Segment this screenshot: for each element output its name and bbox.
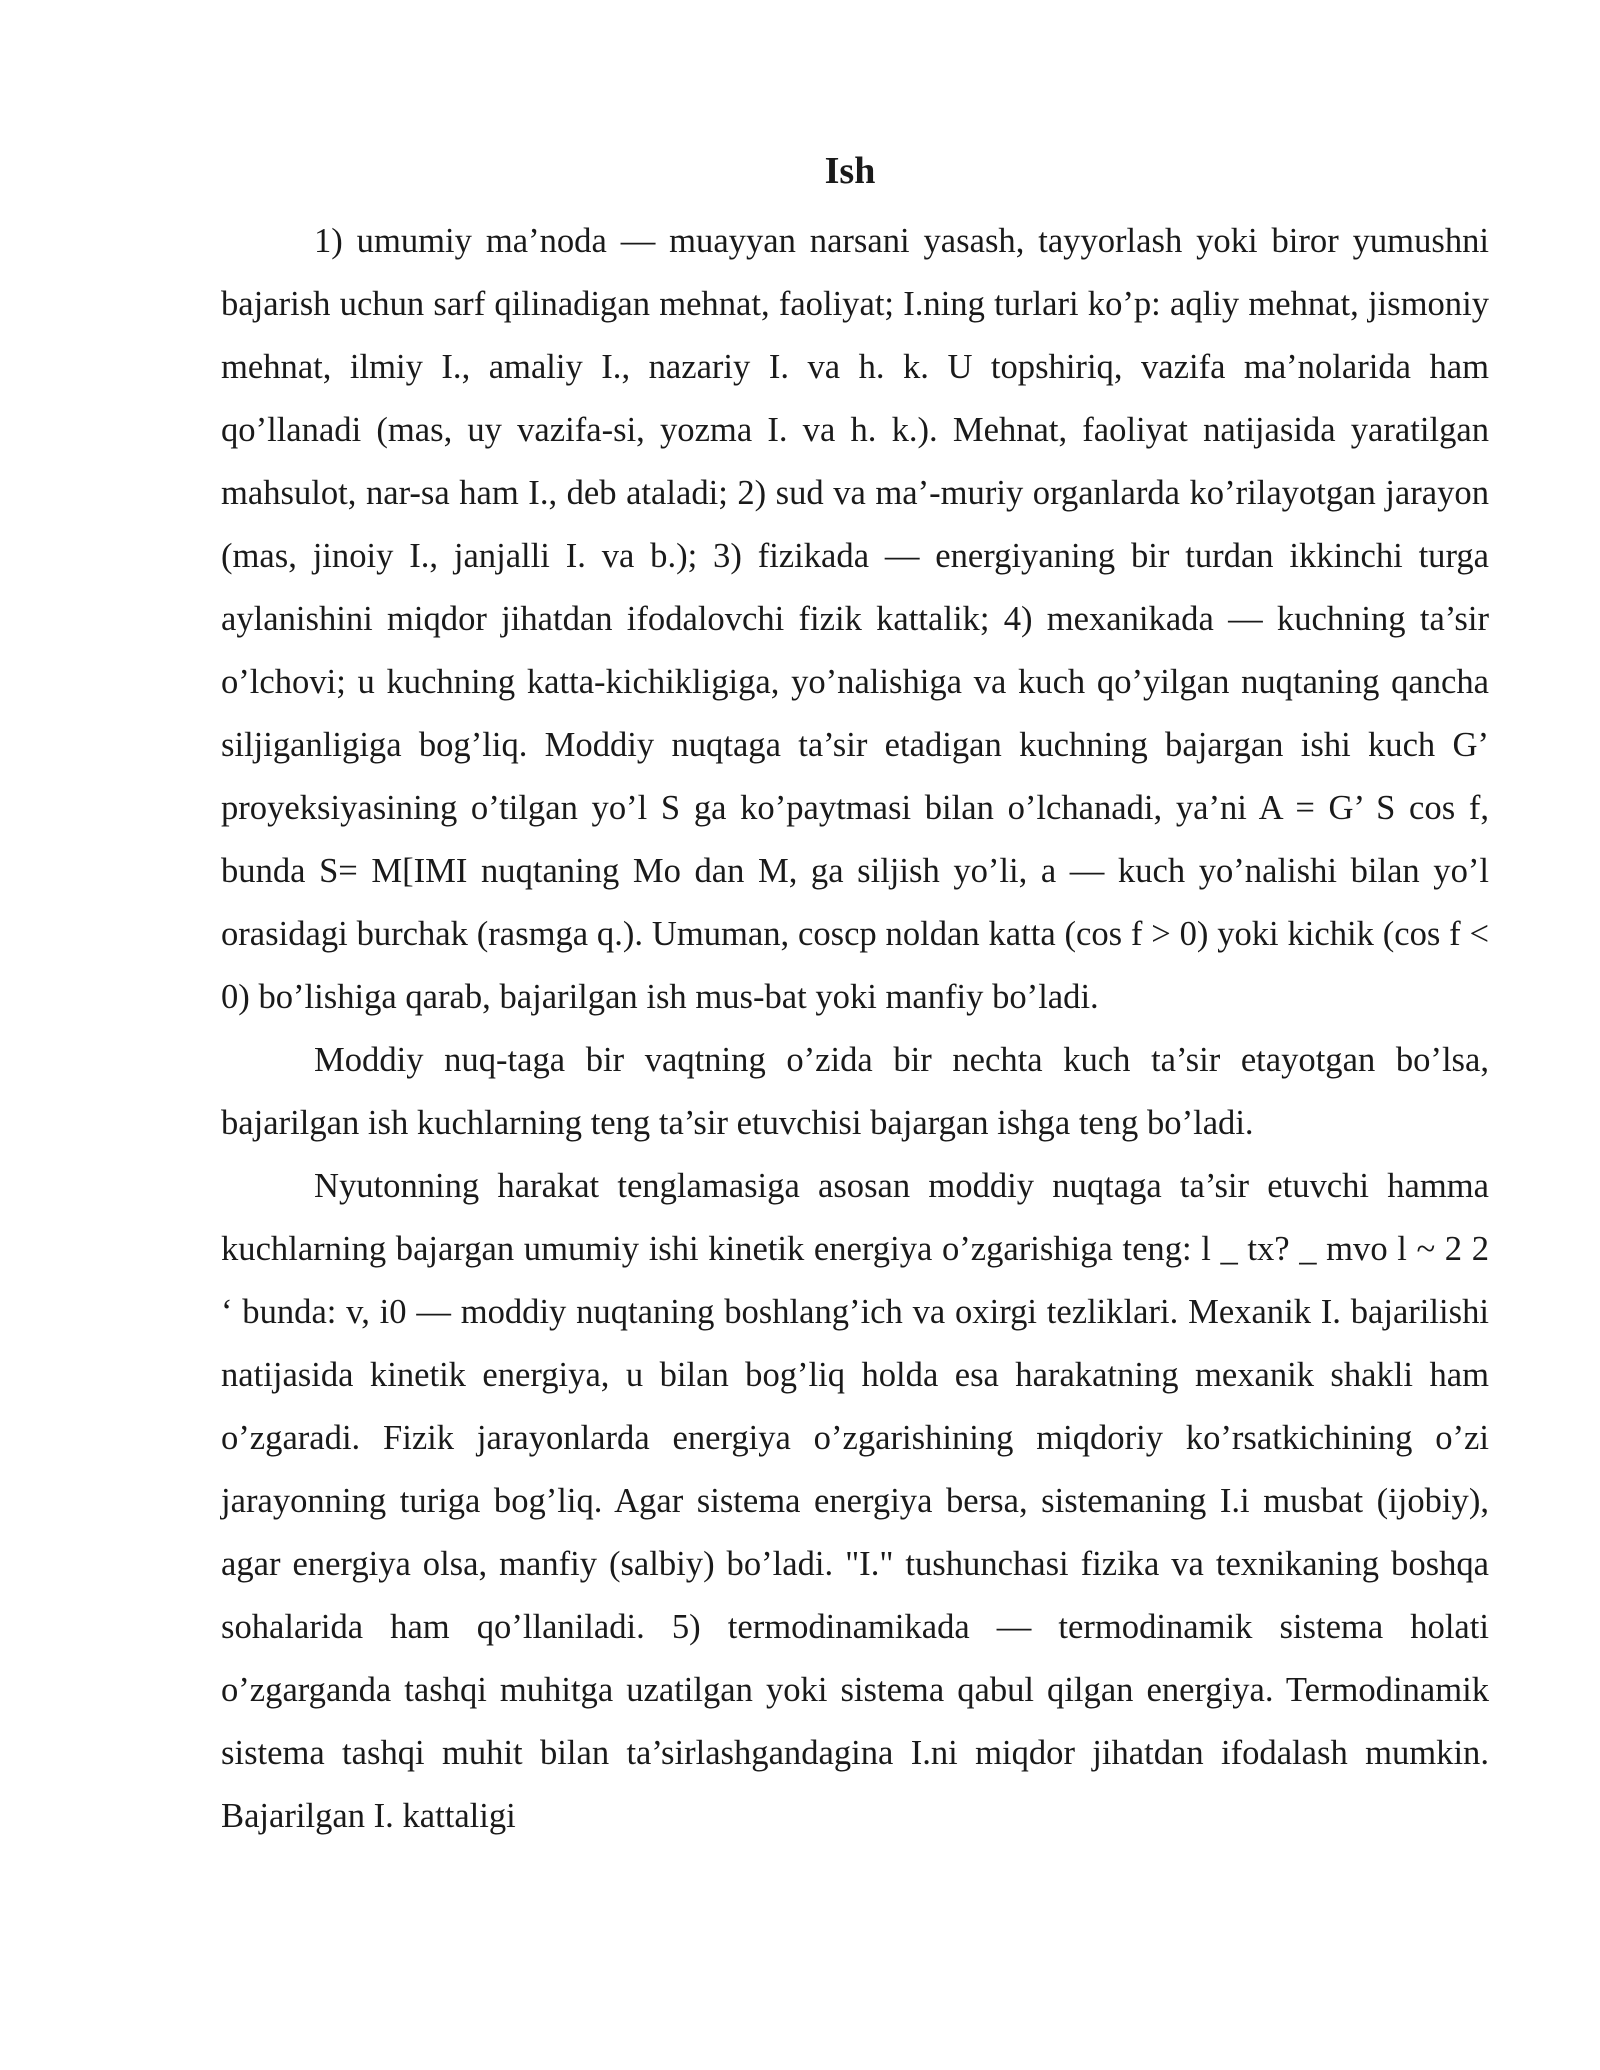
- paragraph-newton-kinetic-energy: Nyutonning harakat tenglamasiga asosan moddiy nuqtaga ta’sir etuvchi hamma kuchlarning bajargan umumiy ishi kinetik energiya o’zgarishiga teng: l _ tx? _ mvo l ~ 2 2 ‘ bunda: v, i0 — moddiy nuqtaning boshlang’ich va oxirgi tezliklari. Mexanik I. bajarilishi natijasida kinetik energiya, u bilan bog’liq holda esa harakatning mexanik shakli ham o’zgaradi. Fizik jarayonlarda energiya o’zgarishining miqdoriy ko’rsatkichining o’zi jarayonning turiga bog’liq. Agar sistema energiya bersa, sistemaning I.i musbat (ijobiy), agar energiya olsa, manfiy (salbiy) bo’ladi. "I." tushunchasi fizika va texnikaning boshqa sohalarida ham qo’llaniladi. 5) termodinamikada — termodinamik sistema holati o’zgarganda tashqi muhitga uzatilgan yoki sistema qabul qilgan energiya. Termodinamik sistema tashqi muhit bilan ta’sirlashgandagina I.ni miqdor jihatdan ifodalash mumkin. Bajarilgan I. kattaligi: [221, 1167, 1489, 1835]
- paragraph-multiple-forces: Moddiy nuq-taga bir vaqtning o’zida bir nechta kuch ta’sir etayotgan bo’lsa, bajarilgan ish kuchlarning teng ta’sir etuvchisi bajargan ishga teng bo’ladi.: [221, 1041, 1489, 1142]
- document-body: [221, 210, 1489, 1848]
- document-title: Ish: [824, 150, 876, 192]
- paragraph-definitions: 1) umumiy ma’noda — muayyan narsani yasash, tayyorlash yoki biror yumushni bajarish uchun sarf qilinadigan mehnat, faoliyat; I.ning turlari ko’p: aqliy mehnat, jismoniy mehnat, ilmiy I., amaliy I., nazariy I. va h. k. U topshiriq, vazifa ma’nolarida ham qo’llanadi (mas, uy vazifa-si, yozma I. va h. k.). Mehnat, faoliyat natijasida yaratilgan mahsulot, nar-sa ham I., deb ataladi; 2) sud va ma’-muriy organlarda ko’rilayotgan jarayon (mas, jinoiy I., janjalli I. va b.); 3) fizikada — energiyaning bir turdan ikkinchi turga aylanishini miqdor jihatdan ifodalovchi fizik kattalik; 4) mexanikada — kuchning ta’sir o’lchovi; u kuchning katta-kichikligiga, yo’nalishiga va kuch qo’yilgan nuqtaning qancha siljiganligiga bog’liq. Moddiy nuqtaga ta’sir etadigan kuchning bajargan ishi kuch G’ proyeksiyasining o’tilgan yo’l S ga ko’paytmasi bilan o’lchanadi, ya’ni A = G’ S cos f, bunda S= M[IMI nuqtaning Mo dan M, ga siljish yo’li, a — kuch yo’nalishi bilan yo’l orasidagi burchak (rasmga q.). Umuman, coscp noldan katta (cos f > 0) yoki kichik (cos f < 0) bo’lishiga qarab, bajarilgan ish mus-bat yoki manfiy bo’ladi.: [221, 222, 1489, 1016]
